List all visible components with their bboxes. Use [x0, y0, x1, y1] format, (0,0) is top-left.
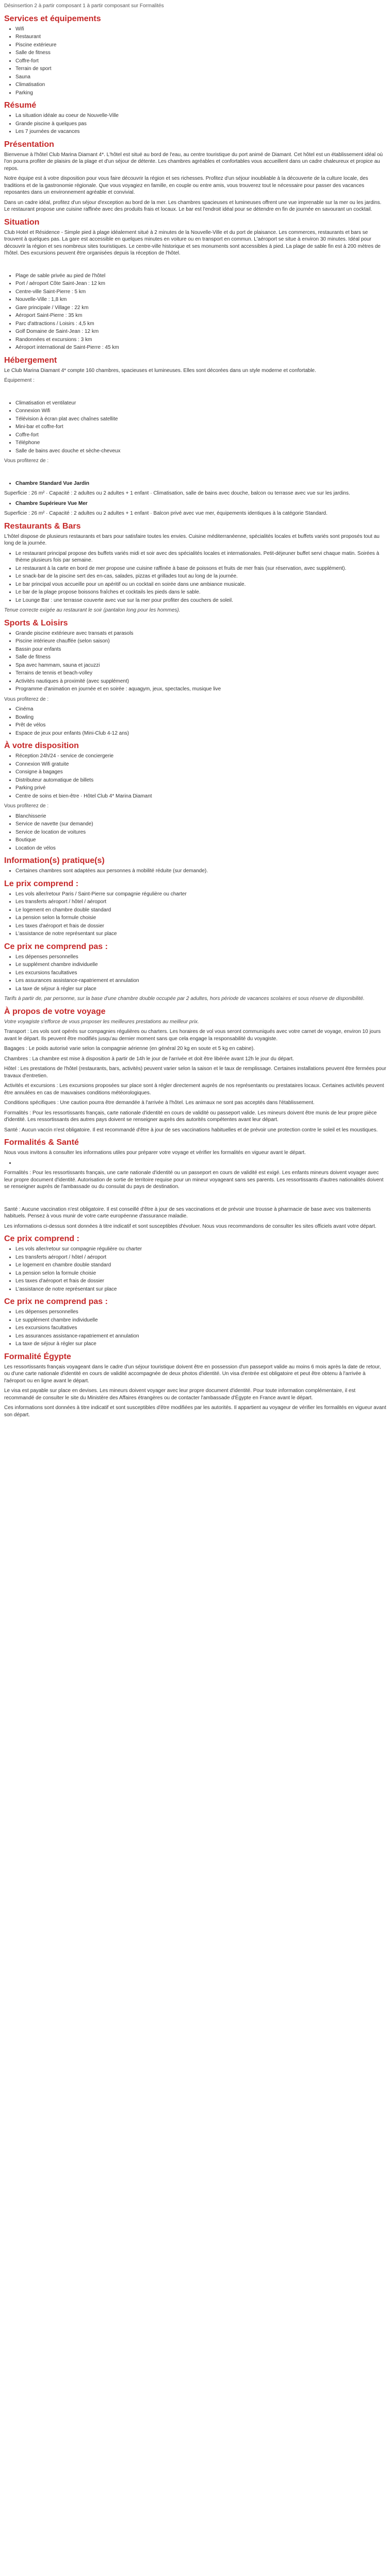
list-item: • Service de navette (sur demande)	[15, 821, 387, 828]
list-item: • Réception 24h/24 - service de conciergerie	[15, 753, 387, 760]
apropos-paragraph: Transport : Les vols sont opérés sur compagnies régulières ou charters. Les horaires de vol vous seront communiqués avec votre carnet de voyage, environ 10 jours avant le départ. Ils peuvent être modifiés jusqu'au dernier moment sans que cela engage la responsabilité du voyagiste.	[4, 1029, 381, 1042]
list-item: • Activités nautiques à proximité (avec supplément)	[15, 678, 387, 685]
restaurants-title: Restaurants & Bars	[4, 521, 81, 531]
list-item: • Consigne à bagages	[15, 769, 387, 776]
list-item: • Certaines chambres sont adaptées aux personnes à mobilité réduite (sur demande).	[15, 868, 387, 875]
list-item: • Centre de soins et bien-être · Hôtel Club 4* Marina Diamant	[15, 793, 387, 800]
apropos-title: À propos de votre voyage	[4, 1007, 106, 1016]
list-item: • Les dépenses personnelles	[15, 1309, 387, 1316]
hebergement-paragraph: Le Club Marina Diamant 4* compte 160 chambres, spacieuses et lumineuses. Elles sont décorées dans un style moderne et confortable.	[4, 367, 316, 374]
services-list	[4, 26, 387, 97]
list-item: • Les 7 journées de vacances	[15, 128, 387, 135]
apropos-paragraph: Bagages : Le poids autorisé varie selon la compagnie aérienne (en général 20 kg en soute et 5 kg en cabine).	[4, 1046, 255, 1052]
list-item: • Le bar de la plage propose boissons fraîches et cocktails les pieds dans le sable.	[15, 589, 387, 596]
list-item: • La taxe de séjour à régler sur place	[15, 1341, 387, 1348]
list-item: • Prêt de vélos	[15, 722, 387, 729]
list-item: • Cinéma	[15, 706, 387, 713]
list-item: • Le logement en chambre double standard	[15, 907, 387, 914]
hebergement-title: Hébergement	[4, 355, 57, 365]
resume-title: Résumé	[4, 101, 37, 110]
list-item: • Climatisation	[15, 81, 387, 89]
list-item: • Piscine extérieure	[15, 42, 387, 49]
list-item: • Spa avec hammam, sauna et jacuzzi	[15, 662, 387, 669]
profit-label: Vous profiterez de :	[4, 803, 49, 809]
sports-title: Sports & Loisirs	[4, 618, 68, 628]
profit-label: Vous profiterez de :	[4, 458, 49, 464]
list-item: • Connexion Wifi gratuite	[15, 761, 387, 768]
list-item: • Coffre-fort	[15, 58, 387, 65]
list-item: • Coffre-fort	[15, 432, 387, 439]
list-item: • Distributeur automatique de billets	[15, 777, 387, 784]
list-item: • Port / aéroport Côte Saint-Jean : 12 km	[15, 280, 387, 287]
price-excludes-title-2: Ce prix ne comprend pas :	[4, 1297, 108, 1306]
list-item: • La taxe de séjour à régler sur place	[15, 986, 387, 993]
list-item: • Aéroport Saint-Pierre : 35 km	[15, 312, 387, 319]
list-item: • Restaurant	[15, 33, 387, 41]
list-item: • Les vols aller/retour Paris / Saint-Pierre sur compagnie régulière ou charter	[15, 891, 387, 898]
list-item: • Piscine intérieure chauffée (selon saison)	[15, 638, 387, 645]
list-item: • Le logement en chambre double standard	[15, 1262, 387, 1269]
price-excludes-title: Ce prix ne comprend pas :	[4, 942, 108, 951]
list-item: • Le Lounge Bar : une terrasse couverte avec vue sur la mer pour profiter des couchers de soleil.	[15, 597, 387, 604]
room-description: Superficie : 26 m² · Capacité : 2 adultes ou 2 adultes + 1 enfant · Balcon privé avec vue mer, équipements identiques à la catégorie Standard.	[4, 511, 328, 516]
list-item: • Randonnées et excursions : 3 km	[15, 336, 387, 344]
apropos-paragraph: Hôtel : Les prestations de l'hôtel (restaurants, bars, activités) peuvent varier selon la saison et le taux de remplissage. Certaines installations peuvent être fermées pour travaux d'entretien.	[4, 1066, 386, 1079]
resume-list	[4, 112, 387, 135]
price-includes-list-2	[4, 1246, 387, 1293]
list-item: • Les transferts aéroport / hôtel / aéroport	[15, 1254, 387, 1261]
room-title: Chambre Supérieure Vue Mer	[15, 500, 88, 506]
list-item: • La pension selon la formule choisie	[15, 914, 387, 922]
room-description: Superficie : 26 m² · Capacité : 2 adultes ou 2 adultes + 1 enfant · Climatisation, salle de bains avec douche, balcon ou terrasse avec vue sur les jardins.	[4, 490, 350, 496]
price-excludes-list	[4, 954, 387, 993]
list-item: • Parking privé	[15, 785, 387, 792]
list-item: • Terrains de tennis et beach-volley	[15, 670, 387, 677]
disposition-extra-list	[4, 813, 387, 852]
formalite-egypte-paragraph: Les ressortissants français voyageant dans le cadre d'un séjour touristique doivent être en possession d'un passeport valide au moins 6 mois après la date de retour, ou d'une carte nationale d'identité en cours de validité accompagnée de deux photos d'identité. Un visa d'entrée est obligatoire et peut être obtenu à l'arrivée à l'aéroport ou en ligne avant le départ.	[4, 1364, 381, 1384]
apropos-paragraph: Conditions spécifiques : Une caution pourra être demandée à l'arrivée à l'hôtel. Les animaux ne sont pas acceptés dans l'établissement.	[4, 1100, 315, 1106]
profit-label: Vous profiterez de :	[4, 696, 49, 702]
list-item: • Bassin pour enfants	[15, 646, 387, 653]
list-item: • L'assistance de notre représentant sur place	[15, 1286, 387, 1293]
list-item: • Les excursions facultatives	[15, 970, 387, 977]
situation-title: Situation	[4, 217, 40, 227]
list-item: • Les assurances assistance-rapatriement et annulation	[15, 977, 387, 985]
list-item: • Parc d'attractions / Loisirs : 4,5 km	[15, 320, 387, 328]
list-item: • Parking	[15, 90, 387, 97]
room-type-list	[4, 500, 387, 507]
list-item: • Bowling	[15, 714, 387, 721]
equipment-list	[4, 400, 387, 455]
list-item: • Les transferts aéroport / hôtel / aéroport	[15, 899, 387, 906]
infos-title: Information(s) pratique(s)	[4, 856, 105, 865]
list-item	[15, 1160, 387, 1167]
restaurants-note: Tenue correcte exigée au restaurant le soir (pantalon long pour les hommes).	[4, 607, 181, 613]
list-item: • Grande piscine extérieure avec transats et parasols	[15, 630, 387, 637]
list-item: • Téléphone	[15, 439, 387, 447]
list-item: • Service de location de voitures	[15, 829, 387, 836]
list-item: • Espace de jeux pour enfants (Mini-Club 4-12 ans)	[15, 730, 387, 737]
disposition-list	[4, 753, 387, 800]
price-includes-list	[4, 891, 387, 938]
situation-paragraph: Club Hotel et Résidence - Simple pied à plage idéalement situé à 2 minutes de la Nouvelle-Ville et du port de plaisance. Les commerces, restaurants et bars se trouvent à quelques pas. La gare est accessible en quelques minutes en voiture ou en transport en commun. L'aéroport se situe à environ 30 minutes. Idéal pour découvrir la région et ses nombreux sites touristiques. Le centre-ville historique et ses monuments sont accessibles à pied. La plage de sable fin est à 200 mètres de l'hôtel. Des excursions peuvent être organisées depuis la réception de l'hôtel.	[4, 229, 381, 256]
list-item: • Les taxes d'aéroport et frais de dossier	[15, 1278, 387, 1285]
room-type-item	[15, 480, 387, 487]
list-item: • Sauna	[15, 74, 387, 81]
presentation-title: Présentation	[4, 140, 54, 149]
apropos-paragraph: Santé : Aucun vaccin n'est obligatoire. Il est recommandé d'être à jour de ses vaccinations habituelles et de prévoir une protection contre le soleil et les moustiques.	[4, 1127, 378, 1133]
list-item: • Les vols aller/retour sur compagnie régulière ou charter	[15, 1246, 387, 1253]
list-item: • La pension selon la formule choisie	[15, 1270, 387, 1277]
price-note: Tarifs à partir de, par personne, sur la base d'une chambre double occupée par 2 adultes, hors période de vacances scolaires et sous réserve de disponibilité.	[4, 996, 365, 1002]
apropos-paragraph: Chambres : La chambre est mise à disposition à partir de 14h le jour de l'arrivée et doit être libérée avant 12h le jour du départ.	[4, 1056, 294, 1062]
list-item: • Programme d'animation en journée et en soirée : aquagym, jeux, spectacles, musique live	[15, 686, 387, 693]
list-item: • Les assurances assistance-rapatriement et annulation	[15, 1333, 387, 1340]
list-item: • Aéroport international de Saint-Pierre : 45 km	[15, 344, 387, 351]
list-item: • Climatisation et ventilateur	[15, 400, 387, 407]
list-item: • L'assistance de notre représentant sur place	[15, 930, 387, 938]
restaurants-paragraph: L'hôtel dispose de plusieurs restaurants et bars pour satisfaire toutes les envies. Cuisine méditerranéenne, spécialités locales et buffets variés sont proposés tout au long de la journée.	[4, 533, 380, 546]
list-item: • Le restaurant principal propose des buffets variés midi et soir avec des spécialités locales et internationales. Petit-déjeuner buffet servi chaque matin. Soirées à thème plusieurs fois par semaine.	[15, 550, 387, 564]
services-title: Services et équipements	[4, 14, 101, 23]
list-item: • Télévision à écran plat avec chaînes satellite	[15, 416, 387, 423]
presentation-paragraph: Dans un cadre idéal, profitez d'un séjour d'exception au bord de la mer. Les chambres spacieuses et lumineuses offrent une vue imprenable sur la mer ou les jardins. Le restaurant propose une cuisine raffinée avec des produits frais et locaux. Le bar est l'endroit idéal pour se détendre en fin de journée en savourant un cocktail.	[4, 199, 382, 212]
list-item: • Location de vélos	[15, 845, 387, 852]
formalite-egypte-paragraph: Le visa est payable sur place en devises. Les mineurs doivent voyager avec leur propre document d'identité. Pour toute information complémentaire, il est recommandé de consulter le site du Ministère des Affaires étrangères ou de contacter l'ambassade d'Égypte en France avant le départ.	[4, 1388, 356, 1401]
apropos-note: Votre voyagiste s'efforce de vous proposer les meilleures prestations au meilleur prix.	[4, 1019, 199, 1025]
list-item: • Mini-bar et coffre-fort	[15, 423, 387, 431]
formalites-paragraph: Nous vous invitons à consulter les informations utiles pour préparer votre voyage et vérifier les formalités en vigueur avant le départ.	[4, 1150, 306, 1156]
list-item: • Gare principale / Village : 22 km	[15, 304, 387, 312]
breadcrumb: Désinsertion 2 à partir composant 1 à partir composant sur Formalités	[4, 3, 164, 9]
list-item: • Le supplément chambre individuelle	[15, 1317, 387, 1324]
price-excludes-list-2	[4, 1309, 387, 1348]
list-item: • Salle de fitness	[15, 49, 387, 57]
price-includes-title: Le prix comprend :	[4, 879, 79, 888]
list-item: • Connexion Wifi	[15, 408, 387, 415]
formalites-paragraph: Santé : Aucune vaccination n'est obligatoire. Il est conseillé d'être à jour de ses vaccinations et de prévoir une trousse à pharmacie de base avec vos traitements habituels. Pensez à vous munir de votre carte européenne d'assurance maladie.	[4, 1206, 371, 1219]
formalites-title: Formalités & Santé	[4, 1138, 79, 1147]
list-item: • Le supplément chambre individuelle	[15, 961, 387, 969]
price-includes-title-2: Ce prix comprend :	[4, 1234, 79, 1243]
disposition-title: À votre disposition	[4, 741, 79, 750]
presentation-paragraph: Bienvenue à l'hôtel Club Marina Diamant 4*. L'hôtel est situé au bord de l'eau, au centre touristique du port animé de Diamant. Cet hôtel est un établissement idéal où l'on pourra profiter de plaisirs de la plage et d'un séjour de détente. Les chambres agréables et confortables vous accueillent dans un cadre chaleureux et propice au repos.	[4, 151, 383, 172]
formalite-egypte-paragraph: Ces informations sont données à titre indicatif et sont susceptibles d'être modifiées par les autorités. Il appartient au voyageur de vérifier les formalités en vigueur avant son départ.	[4, 1405, 386, 1418]
sports-extra-list	[4, 706, 387, 737]
equipment-label: Équipement :	[4, 378, 35, 383]
list-item: • Salle de bains avec douche et sèche-cheveux	[15, 448, 387, 455]
infos-list	[4, 868, 387, 875]
list-item: • Les dépenses personnelles	[15, 954, 387, 961]
list-item: • Centre-ville Saint-Pierre : 5 km	[15, 289, 387, 296]
room-title: Chambre Standard Vue Jardin	[15, 480, 89, 486]
apropos-paragraph: Activités et excursions : Les excursions proposées sur place sont à régler directement auprès de nos représentants ou prestataires locaux. Certaines activités peuvent être annulées en cas de mauvaises conditions météorologiques.	[4, 1083, 384, 1096]
list-item: • Plage de sable privée au pied de l'hôtel	[15, 273, 387, 280]
room-type-list	[4, 480, 387, 487]
presentation-paragraph: Notre équipe est à votre disposition pour vous faire découvrir la région et ses richesses. Profitez d'un séjour inoubliable à la découverte de la culture locale, des traditions et de la gastronomie régionale. Que vous voyagiez en famille, en couple ou entre amis, vous trouverez tout le nécessaire pour passer des vacances reposantes dans un environnement agréable et convivial.	[4, 176, 368, 195]
formalite-egypte-title: Formalité Égypte	[4, 1352, 71, 1361]
formalites-paragraph: Les informations ci-dessus sont données à titre indicatif et sont susceptibles d'évoluer. Nous vous recommandons de consulter les sites officiels avant votre départ.	[4, 1223, 377, 1229]
list-item: • Wifi	[15, 26, 387, 33]
list-item: • Salle de fitness	[15, 654, 387, 661]
apropos-paragraph: Formalités : Pour les ressortissants français, carte nationale d'identité en cours de validité ou passeport valide. Les mineurs doivent être munis de leur propre pièce d'identité. Les ressortissants des autres pays doivent se renseigner auprès des autorités compétentes avant leur départ.	[4, 1110, 377, 1123]
list-item: • Golf Domaine de Saint-Jean : 12 km	[15, 328, 387, 335]
sports-list	[4, 630, 387, 693]
situation-list	[4, 273, 387, 351]
list-item: • Terrain de sport	[15, 65, 387, 73]
list-item: • Les excursions facultatives	[15, 1325, 387, 1332]
room-type-item	[15, 500, 387, 507]
list-item: • Blanchisserie	[15, 813, 387, 820]
list-item: • Nouvelle-Ville : 1,8 km	[15, 296, 387, 303]
list-item: • Le snack-bar de la piscine sert des en-cas, salades, pizzas et grillades tout au long de la journée.	[15, 573, 387, 580]
formalites-paragraph: Formalités : Pour les ressortissants français, une carte nationale d'identité ou un passeport en cours de validité est exigé. Les enfants mineurs doivent voyager avec leur propre document d'identité. Autorisation de sortie de territoire requise pour un mineur voyageant sans ses parents. Les ressortissants d'autres nationalités doivent se renseigner auprès de l'ambassade ou du consulat du pays de destination.	[4, 1170, 384, 1190]
list-item: • Le restaurant à la carte en bord de mer propose une cuisine raffinée à base de poissons et fruits de mer frais (sur réservation, avec supplément).	[15, 565, 387, 572]
list-item: • Grande piscine à quelques pas	[15, 121, 387, 128]
list-item: • Boutique	[15, 837, 387, 844]
restaurants-list	[4, 550, 387, 604]
list-item: • Le bar principal vous accueille pour un apéritif ou un cocktail en soirée dans une ambiance musicale.	[15, 581, 387, 588]
list-item: • Les taxes d'aéroport et frais de dossier	[15, 923, 387, 930]
list-item: • La situation idéale au coeur de Nouvelle-Ville	[15, 112, 387, 120]
formalites-list	[4, 1160, 387, 1167]
